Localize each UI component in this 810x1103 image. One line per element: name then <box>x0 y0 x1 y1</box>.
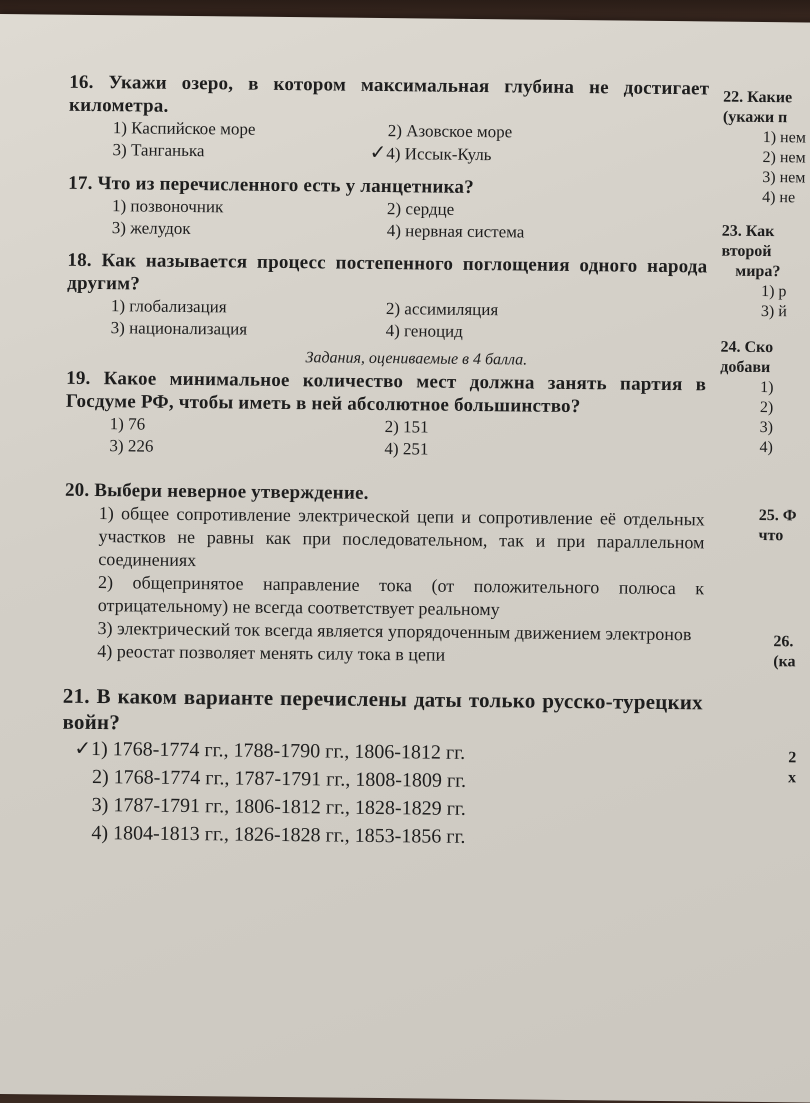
q22-option-2[interactable]: 2) нем <box>762 148 806 167</box>
question-21 <box>61 683 703 854</box>
question-21-title: 21. В каком варианте перечислены даты только русско-турецких войн? <box>62 683 703 735</box>
q25-title-cont: что <box>758 526 784 545</box>
question-17-option-3[interactable]: 3) желудок <box>111 218 191 239</box>
question-18 <box>67 249 708 346</box>
question-16-option-2[interactable]: 2) Азовское море <box>387 121 513 142</box>
question-19-options <box>109 413 705 463</box>
question-21-options <box>74 735 702 853</box>
q23-option-3[interactable]: 3) й <box>760 302 787 321</box>
q22-option-1[interactable]: 1) нем <box>762 128 806 147</box>
question-16-option-1[interactable]: 1) Каспийское море <box>112 118 256 139</box>
question-20-option-1[interactable]: 1) общее сопротивление электрической цепи и сопротивление её отдельных участков не равны как при последовательном, так и при параллельном соединениях <box>98 503 705 571</box>
question-18-option-3[interactable]: 3) национализация <box>110 318 248 339</box>
question-17-option-4[interactable]: 4) нервная система <box>386 221 525 242</box>
q22-title: 22. Какие <box>723 88 793 107</box>
question-20-option-4[interactable]: 4) реостат позволяет менять силу тока в цепи <box>97 641 446 665</box>
q27-title: 2 <box>788 749 797 767</box>
question-20-option-3[interactable]: 3) электрический ток всегда является упорядоченным движением электронов <box>97 618 692 645</box>
section-note: Задания, оцениваемые в 4 балла. <box>305 349 528 369</box>
q24-option-1[interactable]: 1) <box>760 378 774 397</box>
question-17-options <box>112 195 708 245</box>
q23-title-cont-2: мира? <box>735 262 781 281</box>
question-20 <box>63 479 705 670</box>
q23-title-cont: второй <box>721 242 772 261</box>
q24-option-3[interactable]: 3) <box>759 418 774 437</box>
left-column <box>61 71 709 854</box>
question-16-option-4-label: 4) Иссык-Куль <box>386 144 492 165</box>
question-21-option-3[interactable]: 3) 1787-1791 гг., 1806-1812 гг., 1828-1829 гг. <box>91 794 466 820</box>
question-19-option-3[interactable]: 3) 226 <box>109 436 154 456</box>
q22-option-3[interactable]: 3) нем <box>762 168 806 187</box>
question-19-option-1[interactable]: 1) 76 <box>109 414 146 434</box>
question-19-option-2[interactable]: 2) 151 <box>384 417 429 437</box>
q22-option-4[interactable]: 4) не <box>762 188 796 207</box>
question-16 <box>68 71 709 169</box>
question-20-options <box>97 502 705 669</box>
question-20-option-2[interactable]: 2) общепринятое направление тока (от положительного полюса к отрицательному) не всегда соответствует реальному <box>97 572 705 620</box>
question-18-option-2[interactable]: 2) ассимиляция <box>385 299 499 320</box>
q25-title: 25. Ф <box>758 506 797 525</box>
question-16-option-3[interactable]: 3) Танганька <box>112 140 205 161</box>
right-column-cut <box>716 88 810 789</box>
q24-option-2[interactable]: 2) <box>759 398 774 417</box>
q26-title: 26. <box>773 633 794 651</box>
question-16-title: 16. Укажи озеро, в котором максимальная глубина не достигает километра. <box>68 71 710 117</box>
question-18-title: 18. Как называется процесс постепенного поглощения одного народа другим? <box>67 249 708 295</box>
question-19-option-4[interactable]: 4) 251 <box>384 439 429 459</box>
question-21-option-4[interactable]: 4) 1804-1813 гг., 1826-1828 гг., 1853-1856 гг. <box>91 822 466 848</box>
question-16-option-4[interactable] <box>369 141 647 168</box>
question-19-title: 19. Какое минимальное количество мест должна занять партия в Госдуме РФ, чтобы иметь в ней абсолютное большинство? <box>65 367 707 418</box>
question-17 <box>68 172 709 246</box>
check-mark-icon: ✓ <box>74 737 92 760</box>
q24-title-cont: добави <box>720 358 771 377</box>
q26-title-cont: (ка <box>773 653 796 671</box>
question-17-option-2[interactable]: 2) сердце <box>386 199 455 219</box>
question-19 <box>65 367 706 464</box>
question-18-option-1[interactable]: 1) глобализация <box>110 296 227 317</box>
q22-title-cont: (укажи п <box>722 108 788 127</box>
question-17-option-1[interactable]: 1) позвоночник <box>111 196 224 217</box>
question-21-option-2[interactable]: 2) 1768-1774 гг., 1787-1791 гг., 1808-1809 гг. <box>91 766 467 792</box>
paper-sheet <box>0 14 810 1103</box>
question-18-option-4[interactable]: 4) геноцид <box>385 321 463 341</box>
q24-title: 24. Ско <box>720 338 774 357</box>
q24-option-4[interactable]: 4) <box>759 438 773 457</box>
q23-option-1[interactable]: 1) р <box>761 282 787 301</box>
q23-title: 23. Как <box>721 222 775 241</box>
question-21-option-1-label: 1) 1768-1774 гг., 1788-1790 гг., 1806-1812 гг. <box>90 737 466 764</box>
question-18-options <box>111 295 707 345</box>
question-20-title: 20. Выбери неверное утверждение. <box>64 479 369 504</box>
q27-title-cont: х <box>787 769 797 787</box>
question-16-options <box>112 117 708 168</box>
question-17-title: 17. Что из перечисленного есть у ланцетника? <box>68 172 474 198</box>
check-mark-icon: ✓ <box>369 141 387 165</box>
